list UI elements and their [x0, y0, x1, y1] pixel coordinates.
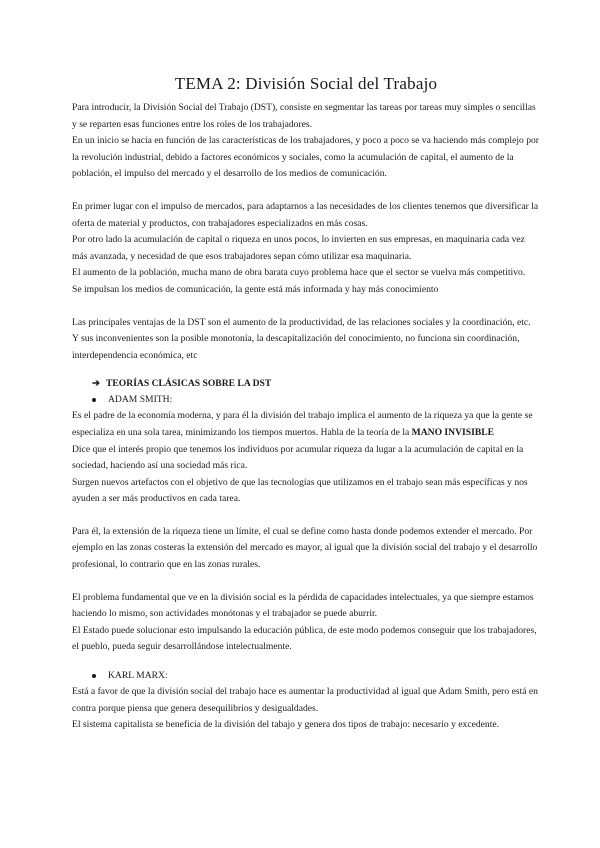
- spacer: [72, 364, 540, 376]
- spacer: [72, 508, 540, 524]
- advantages-paragraph: Las principales ventajas de la DST son el aumento de la productividad, de las relaciones sociales y la coordinación, etc.: [72, 316, 531, 328]
- spacer: [72, 574, 540, 590]
- marx-paragraph-1: Está a favor de que la división social del trabajo hace es aumentar la productividad al igual que Adam Smith, pero está en contra porque piensa que genera desequilibrios y desigualdades.: [72, 686, 538, 714]
- mano-invisible-term: MANO INVISIBLE: [411, 426, 495, 438]
- spacer: [72, 183, 540, 199]
- bullet-icon: [92, 398, 96, 402]
- smith-paragraph-1-text: Es el padre de la economía moderna, y para él la división del trabajo implica el aumento de la riqueza ya que la gente se especializa en una sola tarea, minimizando los tiempos muertos. Habla de la teoría de la: [72, 410, 533, 438]
- smith-paragraph-2: Dice que el interés propio que tenemos los individuos por acumular riqueza da lugar a la acumulación de capital en la sociedad, haciendo así una sociedad más rica.: [72, 443, 524, 472]
- smith-paragraph-3: Surgen nuevos artefactos con el objetivo de que las tecnologías que utilizamos en el trabajo sean más específicas y nos ayuden a ser más productivos en cada tarea.: [72, 476, 528, 505]
- factor-communication: Se impulsan los medios de comunicación, la gente está más informada y hay más conocimiento: [72, 283, 439, 295]
- smith-paragraph-6: El Estado puede solucionar esto impulsando la educación pública, de este modo podemos conseguir que los trabajadores, el pueblo, pueda seguir desarrollándose intelectualmente.: [72, 624, 537, 653]
- bullet-karl-marx: [72, 668, 540, 684]
- document-title: TEMA 2: División Social del Trabajo: [174, 74, 438, 93]
- bullet-label: ADAM SMITH:: [108, 394, 173, 406]
- spacer: [72, 656, 540, 668]
- section-heading: [72, 376, 540, 392]
- arrow-right-icon: ➔: [92, 378, 101, 390]
- marx-paragraph-2: El sistema capitalista se beneficia de la división del tabajo y genera dos tipos de trabajo: necesario y excedente.: [72, 719, 500, 731]
- smith-paragraph-5: El problema fundamental que ve en la división social es la pérdida de capacidades intelectuales, ya que siempre estamos haciendo lo mismo, son actividades monótonas y el trabajador se puede aburrir.: [72, 591, 534, 620]
- factor-markets: En primer lugar con el impulso de mercados, para adaptarnos a las necesidades de los clientes tenemos que diversificar la oferta de material y productos, con trabajadores especializados en más cosas.: [72, 200, 539, 229]
- intro-paragraph-2: En un inicio se hacía en función de las características de los trabajadores, y poco a poco se va haciendo más complejo por la revolución industrial, debido a factores económicos y sociales, como la acumulación de capital, el aumento de la población, el impulso del mercado y el desarrollo de los medios de comunicación.: [72, 135, 539, 180]
- section-heading-text: TEORÍAS CLÁSICAS SOBRE LA DST: [106, 378, 272, 390]
- bullet-label: KARL MARX:: [108, 670, 168, 682]
- disadvantages-paragraph: Y sus inconvenientes son la posible monotonía, la descapitalización del conocimiento, no funciona sin coordinación, interdependencia económica, etc: [72, 333, 520, 361]
- smith-paragraph-4: Para él, la extensión de la riqueza tiene un límite, el cual se define como hasta donde podemos extender el mercado. Por ejemplo en las zonas costeras la extensión del mercado es mayor, al igual que la división social del trabajo y el desarrollo profesional, lo contrario que en las zonas rurales.: [72, 525, 538, 571]
- factor-capital: Por otro lado la acumulación de capital o riqueza en unos pocos, lo invierten en sus empresas, en maquinaria cada vez más avanzada, y necesidad de que esos trabajadores sepan cómo utilizar esa maquinaria.: [72, 234, 525, 262]
- smith-paragraph-1: [72, 408, 540, 441]
- factor-population: El aumento de la población, mucha mano de obra barata cuyo problema hace que el sector se vuelva más competitivo.: [72, 267, 526, 279]
- spacer: [72, 299, 540, 315]
- intro-paragraph-1: Para introducir, la División Social del Trabajo (DST), consiste en segmentar las tareas por tareas muy simples o sencillas y se reparten esas funciones entre los roles de los trabajadores.: [72, 102, 536, 130]
- bullet-adam-smith: [72, 392, 540, 408]
- bullet-icon: [92, 674, 96, 678]
